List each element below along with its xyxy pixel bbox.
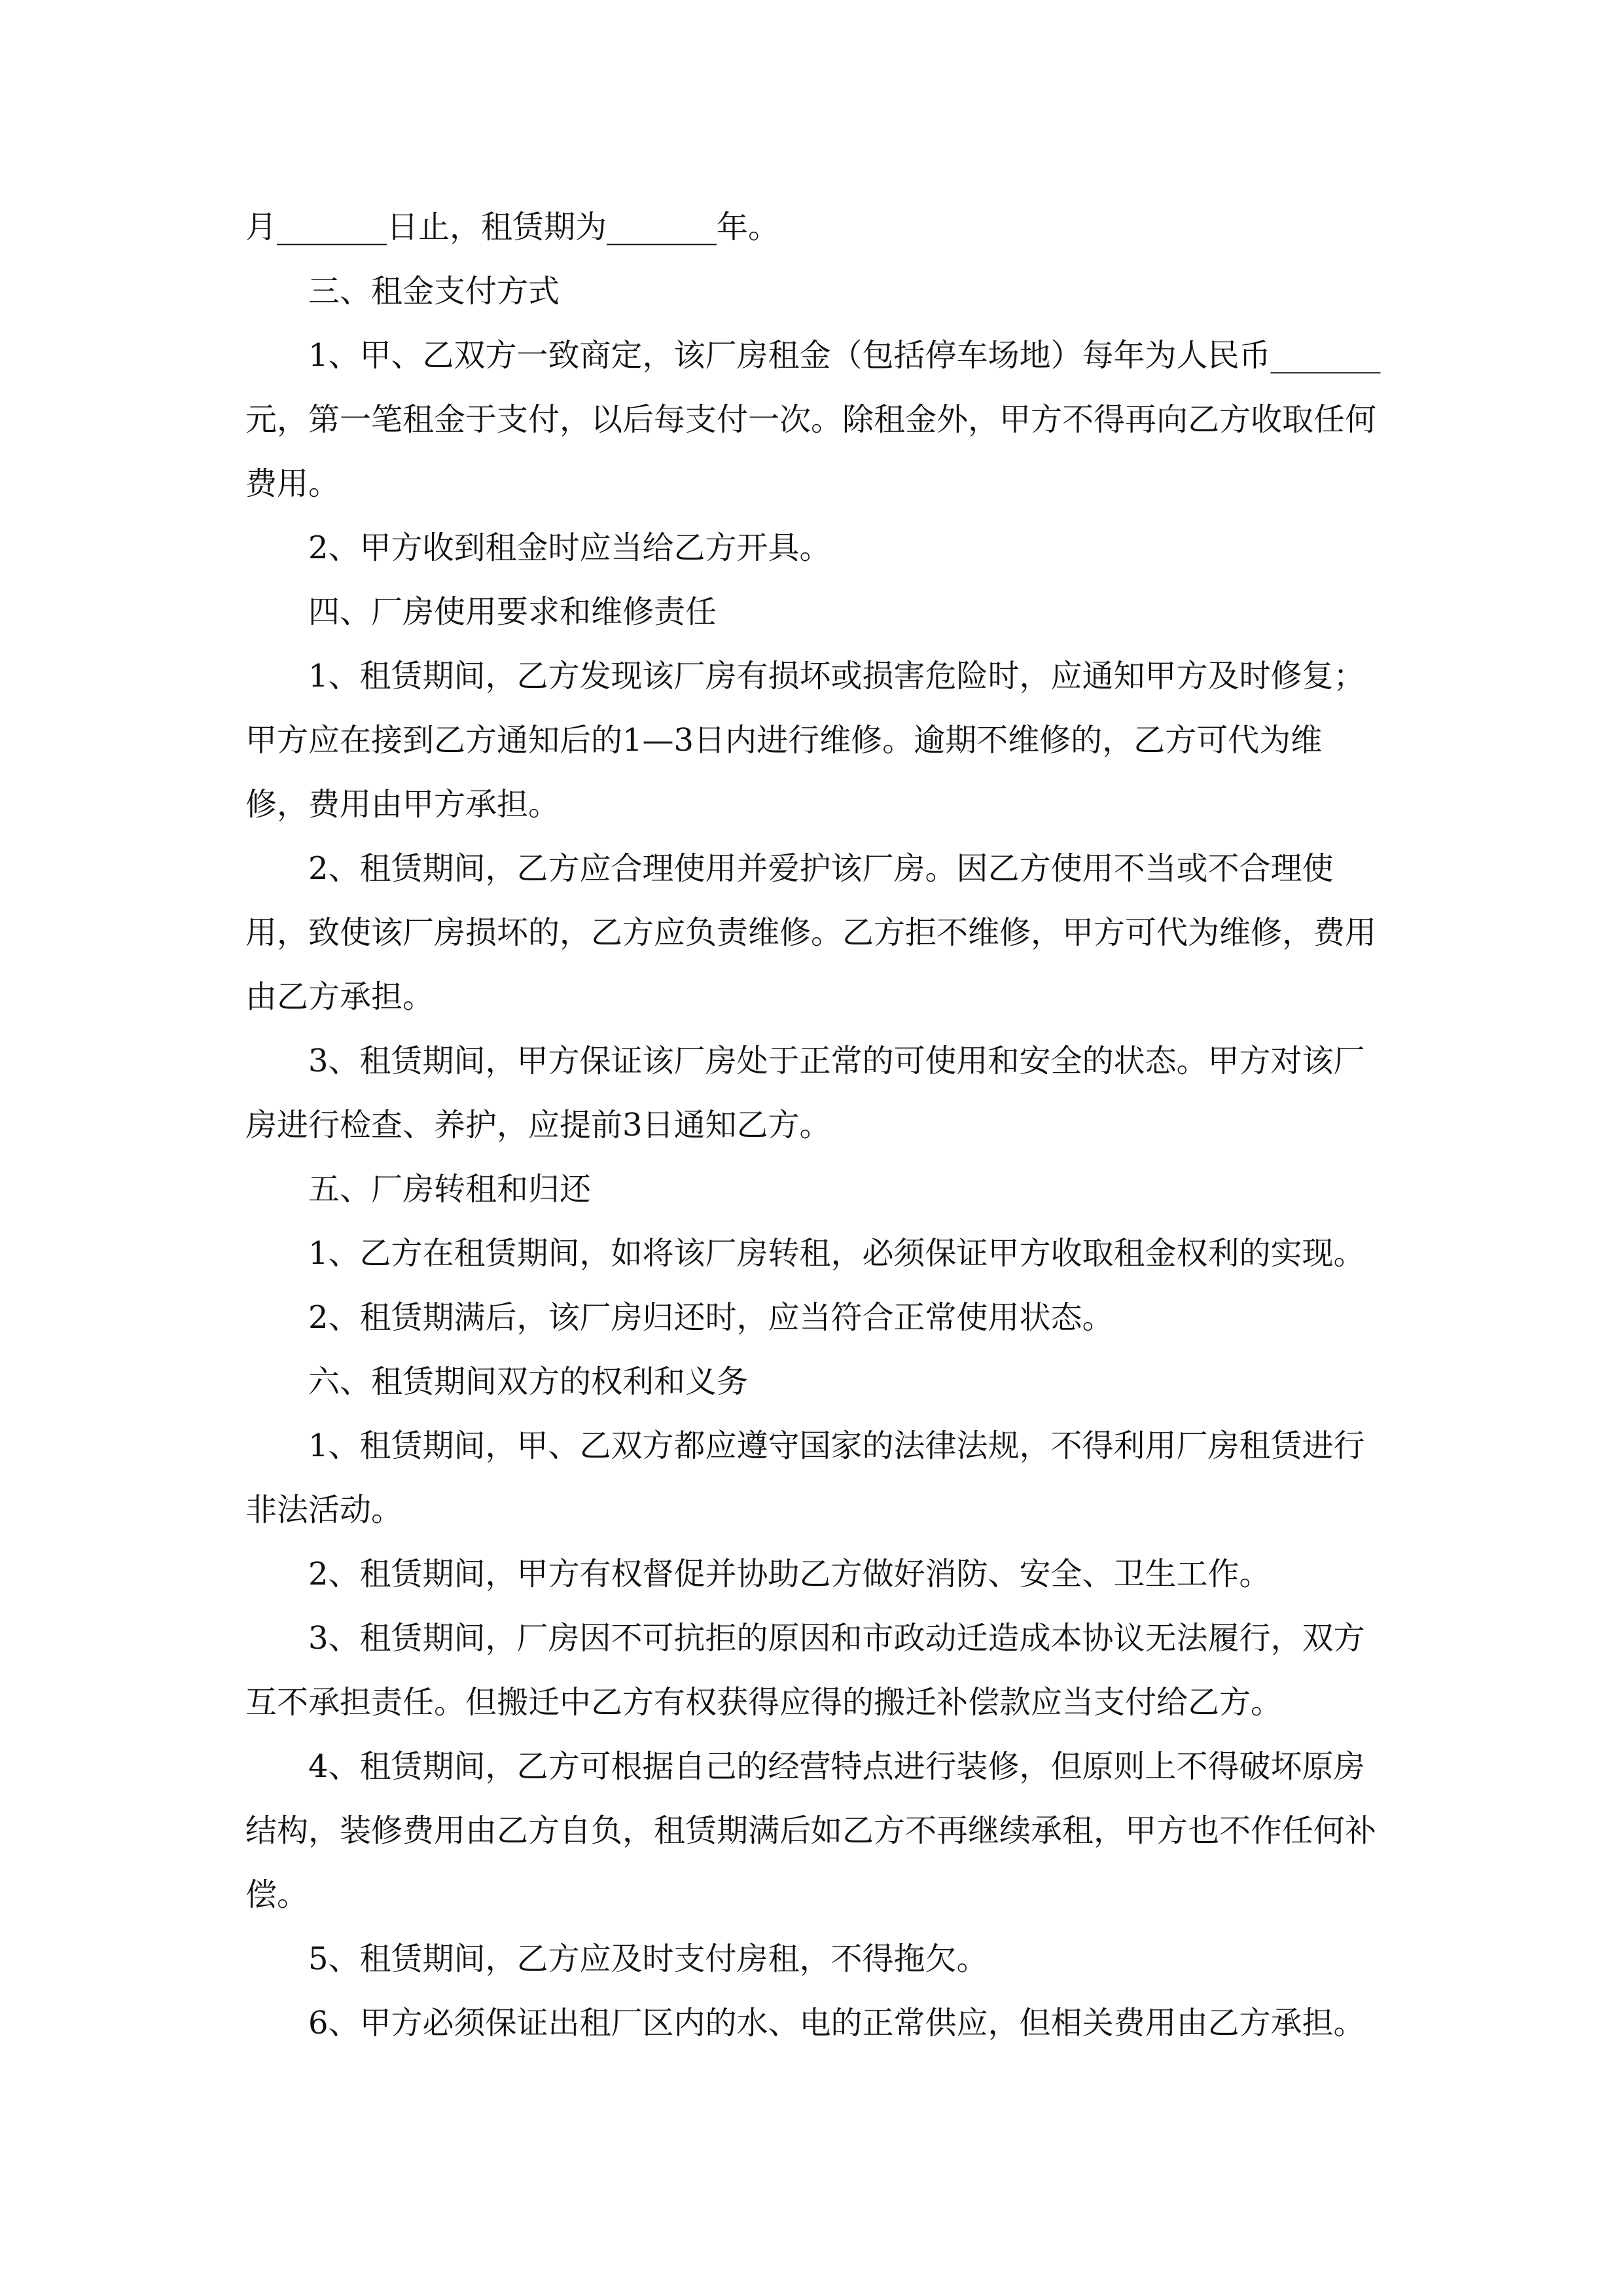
paragraph-proper-use: 2、租赁期间，乙方应合理使用并爱护该厂房。因乙方使用不当或不合理使用，致使该厂房损坏的，乙方应负责维修。乙方拒不维修，甲方可代为维修，费用由乙方承担。 (245, 850, 1377, 1015)
paragraph-repair-notice: 1、租赁期间，乙方发现该厂房有损坏或损害危险时，应通知甲方及时修复；甲方应在接到乙方通知后的1—3日内进行维修。逾期不维修的，乙方可代为维修，费用由甲方承担。 (245, 658, 1365, 823)
paragraph-lease-term: 月_______日止，租赁期为_______年。 (245, 209, 780, 245)
section-heading-sublease-return: 五、厂房转租和归还 (308, 1171, 592, 1208)
paragraph-rent-receipt: 2、甲方收到租金时应当给乙方开具。 (308, 529, 831, 566)
paragraph-force-majeure: 3、租赁期间，厂房因不可抗拒的原因和市政动迁造成本协议无法履行，双方互不承担责任。但搬迁中乙方有权获得应得的搬迁补偿款应当支付给乙方。 (245, 1620, 1365, 1721)
paragraph-legal-compliance: 1、租赁期间，甲、乙双方都应遵守国家的法律法规，不得利用厂房租赁进行非法活动。 (245, 1427, 1365, 1528)
paragraph-sublease: 1、乙方在租赁期间，如将该厂房转租，必须保证甲方收取租金权利的实现。 (308, 1235, 1365, 1272)
section-heading-rights-obligations: 六、租赁期间双方的权利和义务 (308, 1363, 749, 1400)
paragraph-safety-work: 2、租赁期间，甲方有权督促并协助乙方做好消防、安全、卫生工作。 (308, 1556, 1271, 1592)
paragraph-utilities: 6、甲方必须保证出租厂区内的水、电的正常供应，但相关费用由乙方承担。 (308, 2005, 1365, 2041)
paragraph-renovation: 4、租赁期间，乙方可根据自己的经营特点进行装修，但原则上不得破坏原房结构，装修费用由乙方自负，租赁期满后如乙方不再继续承租，甲方也不作任何补偿。 (245, 1748, 1377, 1913)
paragraph-rent-amount: 1、甲、乙双方一致商定，该厂房租金（包括停车场地）每年为人民币_______元，第一笔租金于支付，以后每支付一次。除租金外，甲方不得再向乙方收取任何费用。 (245, 337, 1381, 502)
section-heading-rent-payment: 三、租金支付方式 (308, 273, 560, 310)
paragraph-safe-condition: 3、租赁期间，甲方保证该厂房处于正常的可使用和安全的状态。甲方对该厂房进行检查、养护，应提前3日通知乙方。 (245, 1043, 1365, 1143)
document-body (245, 195, 1384, 2055)
paragraph-return: 2、租赁期满后，该厂房归还时，应当符合正常使用状态。 (308, 1299, 1114, 1336)
paragraph-timely-rent: 5、租赁期间，乙方应及时支付房租，不得拖欠。 (308, 1941, 988, 1977)
section-heading-usage-maintenance: 四、厂房使用要求和维修责任 (308, 594, 717, 630)
